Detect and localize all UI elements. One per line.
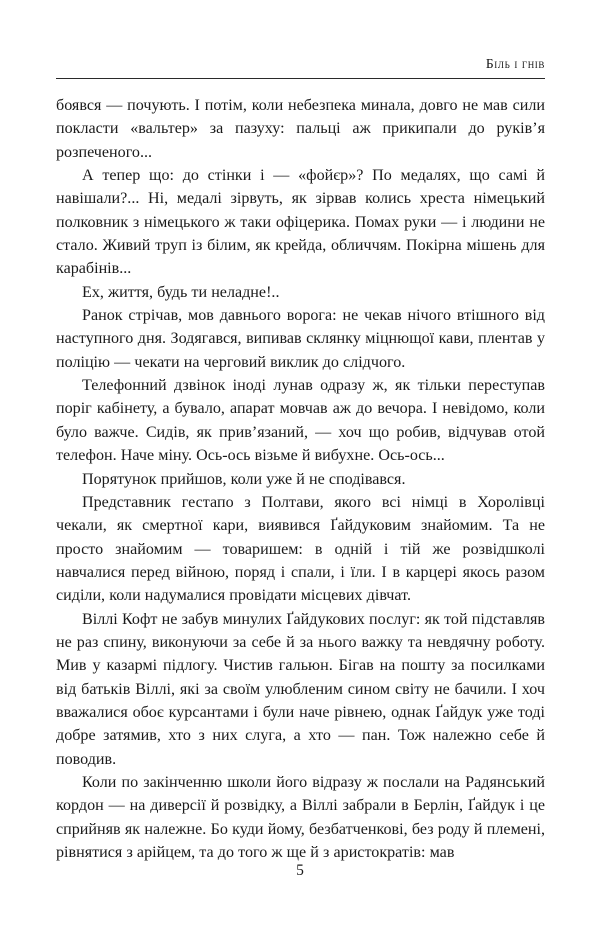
paragraph: боявся — почують. І потім, коли небезпека минала, довго не мав сили покласти «вальтер» за пазуху: пальці аж прикипали до руків’я розпеченого... xyxy=(56,97,545,161)
running-head-rule xyxy=(56,78,545,79)
paragraph: Коли по закінченню школи його відразу ж послали на Радянський кордон — на диверсії й розвідку, а Віллі забрали в Берлін, Ґайдук і це сприйняв як належне. Бо куди йому, безбатченкові, без роду й племені, рівнятися з арійцем, та до того ж ще й з аристократів: мав xyxy=(56,773,545,861)
running-head-title: Біль і гнів xyxy=(485,56,545,71)
paragraph: Телефонний дзвінок іноді лунав одразу ж, як тільки переступав поріг кабінету, а бувало, апарат мовчав аж до вечора. І невідомо, коли було важче. Сидів, як прив’язаний, — хоч що робив, відчував отой телефон. Наче міну. Ось-ось візьме й вибухне. Ось-ось... xyxy=(56,377,545,465)
paragraph: А тепер що: до стінки і — «фойєр»? По медалях, що самі й навішали?... Ні, медалі зірвуть, як зірвав колись хреста німецький полковник з німецького ж таки офіцерика. Помах руки — і людини не стало. Живий труп із білим, як крейда, обличчям. Покірна мішень для карабінів... xyxy=(56,167,545,278)
paragraph: Віллі Кофт не забув минулих Ґайдукових послуг: як той підставляв не раз спину, виконуючи за себе й за нього важку та невдячну роботу. Мив у казармі підлогу. Чистив гальюн. Бігав на пошту за посилками від батьків Віллі, які за своїм улюбленим сином світу не бачили. І хоч вважалися обоє курсантами і були наче рівнею, однак Ґайдук уже тоді добре затямив, хто з них слуга, а хто — пан. Тож належно себе й поводив. xyxy=(56,610,545,768)
paragraph: Ранок стрічав, мов давнього ворога: не чекав нічого втішного від наступного дня. Зодягався, випивав склянку міцнющої кави, плентав у поліцію — чекати на черговий виклик до слідчого. xyxy=(56,307,545,371)
running-head xyxy=(56,56,545,82)
paragraph: Порятунок прийшов, коли уже й не сподівався. xyxy=(82,470,406,488)
page-number: 5 xyxy=(296,862,304,879)
page-folio xyxy=(0,862,600,880)
paragraph: Представник гестапо з Полтави, якого всі німці в Хоролівці чекали, як смертної кари, виявився Ґайдуковим знайомим. Та не просто знайомим — товаришем: в одній і тій же розвідшколі навчалися перед війною, поряд і спали, і їли. І в карцері якось разом сиділи, коли надумалися провідати місцевих дівчат. xyxy=(56,493,545,605)
body-text-block xyxy=(56,94,545,864)
paragraph: Ех, життя, будь ти неладне!.. xyxy=(82,283,280,301)
